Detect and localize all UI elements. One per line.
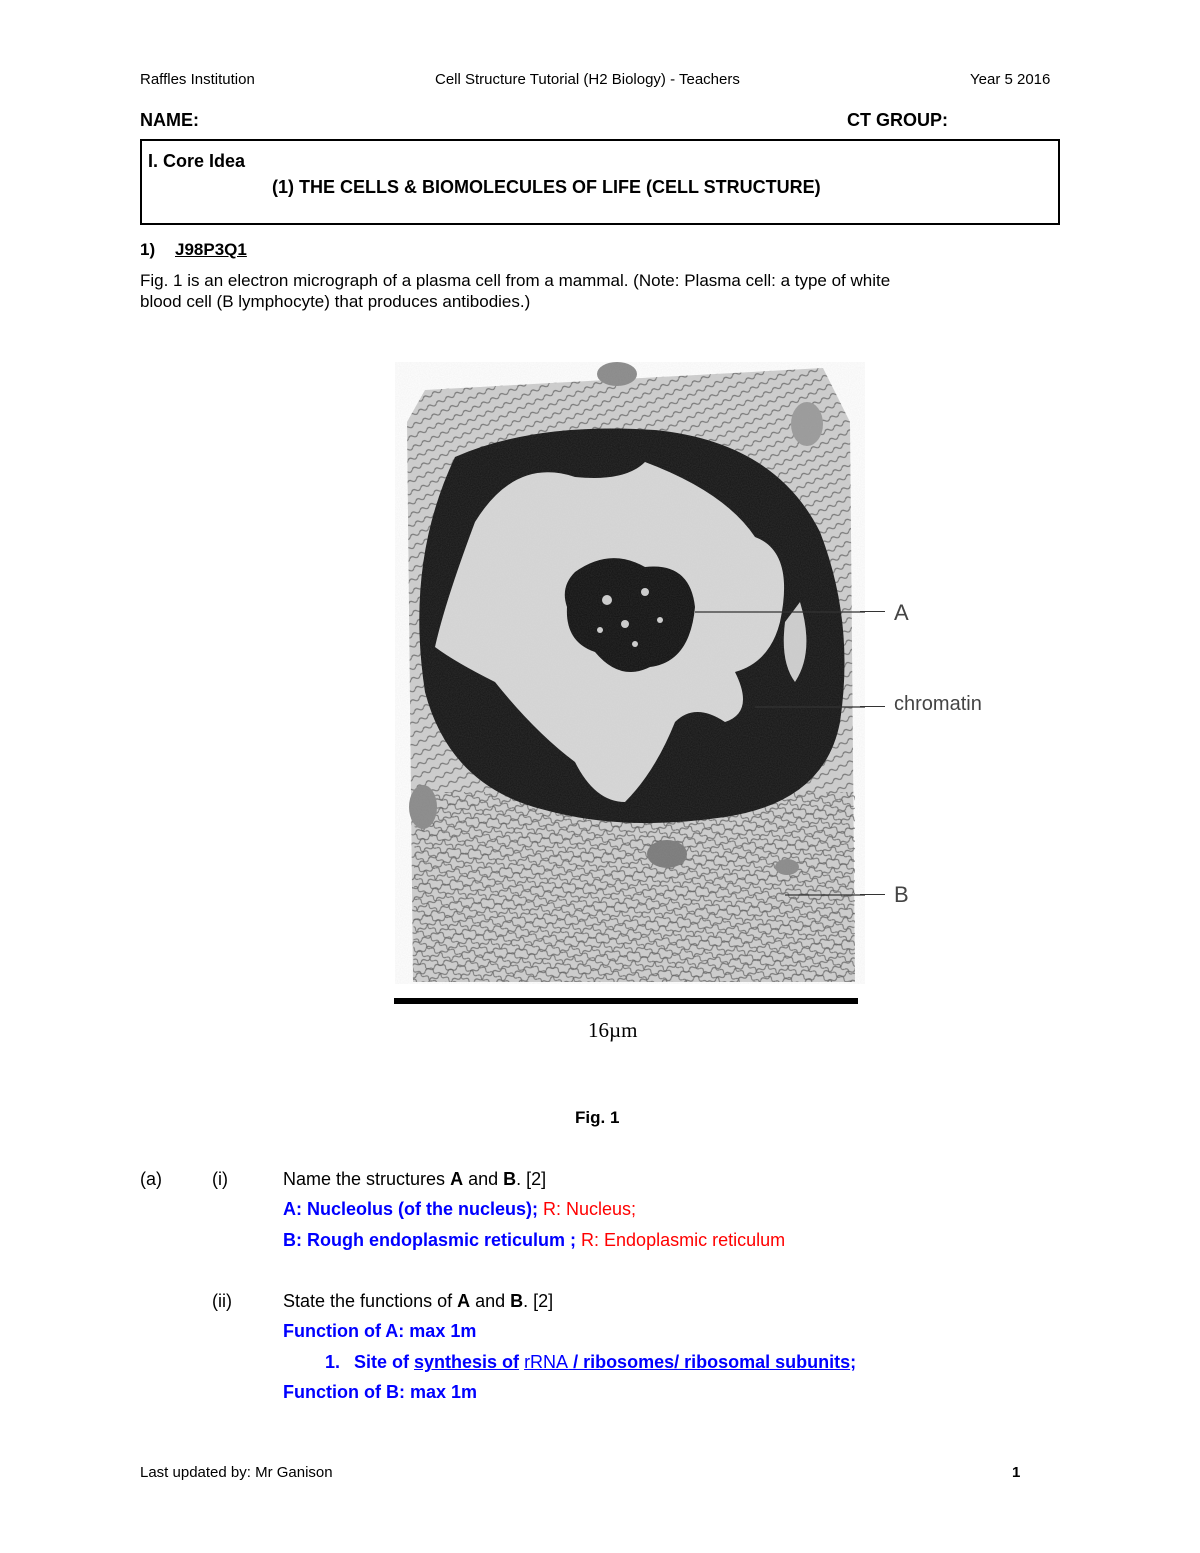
part-a-i-roman: (i) [212,1169,228,1189]
function-b-heading: Function of B: max 1m [283,1382,478,1402]
page-number: 1 [1012,1464,1021,1481]
header-institution: Raffles Institution [140,71,255,88]
answer-a: A: Nucleolus (of the nucleus); R: Nucleus; [283,1199,637,1219]
header-year: Year 5 2016 [970,71,1051,88]
question-number: 1) [140,240,156,259]
part-a-ii-roman: (ii) [212,1291,232,1311]
name-label: NAME: [140,110,199,130]
label-b-leader [860,894,885,895]
part-a-ii-question: State the functions of A and B. [2] [283,1291,554,1311]
label-a-leader [860,611,885,612]
part-a-i-question: Name the structures A and B. [2] [283,1169,547,1189]
answer-b: B: Rough endoplasmic reticulum ; R: Endoplasmic reticulum [283,1230,786,1250]
question-intro-line1: Fig. 1 is an electron micrograph of a plasma cell from a mammal. (Note: Plasma cell: a type of white [140,271,891,290]
question-code: J98P3Q1 [175,240,247,259]
part-a-letter: (a) [140,1169,162,1189]
question-intro-line2: blood cell (B lymphocyte) that produces antibodies.) [140,292,531,311]
label-chromatin-leader [860,706,885,707]
function-a-point-number: 1. [325,1352,341,1372]
figure-caption: Fig. 1 [575,1108,620,1127]
core-idea-title: (1) THE CELLS & BIOMOLECULES OF LIFE (CELL STRUCTURE) [272,177,821,197]
function-a-point: Site of synthesis of rRNA / ribosomes/ ribosomal subunits; [354,1352,857,1372]
scale-bar-label: 16µm [588,1018,638,1042]
scale-bar [394,998,858,1004]
footer-updated-by: Last updated by: Mr Ganison [140,1464,333,1481]
electron-micrograph [395,362,865,984]
core-idea-heading: I. Core Idea [148,151,246,171]
header-title: Cell Structure Tutorial (H2 Biology) - Teachers [435,71,740,88]
label-a: A [894,600,909,625]
label-chromatin: chromatin [894,693,982,715]
ct-group-label: CT GROUP: [847,110,948,130]
function-a-heading: Function of A: max 1m [283,1321,477,1341]
label-b: B [894,882,909,907]
